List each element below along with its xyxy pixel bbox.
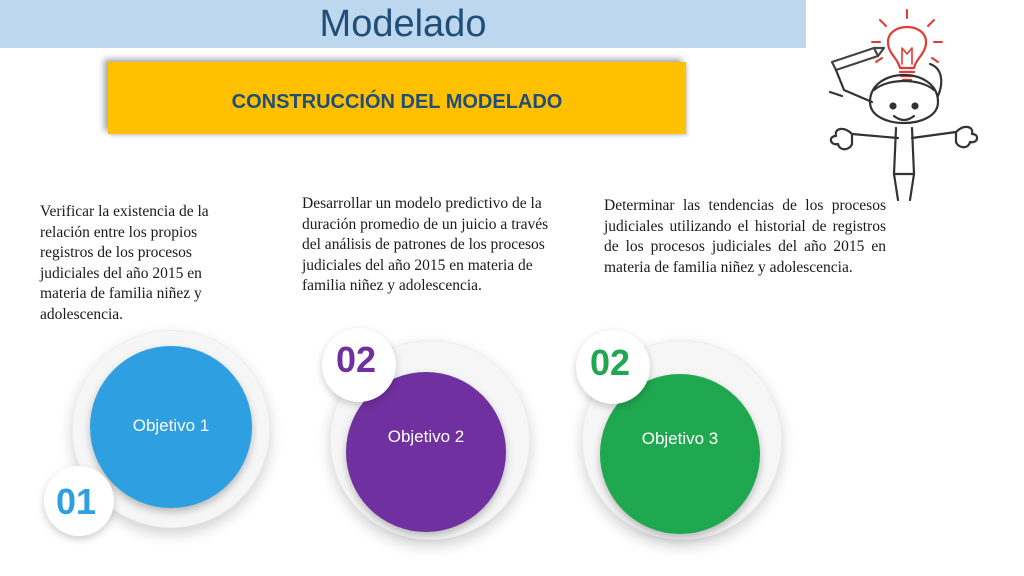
objective-1-number: 01 bbox=[56, 481, 97, 522]
objective-1-label: Objetivo 1 bbox=[132, 416, 210, 435]
objective-2-label: Objetivo 2 bbox=[387, 427, 465, 446]
banner-title: CONSTRUCCIÓN DEL MODELADO bbox=[231, 91, 563, 113]
idea-person-lightbulb-icon bbox=[818, 4, 988, 214]
objective-3-label: Objetivo 3 bbox=[641, 429, 719, 448]
objective-1-circle[interactable] bbox=[90, 346, 252, 508]
objective-1-description: Verificar la existencia de la relación entre los propios registros de los procesos judiciales del año 2015 en materia de familia niñez y adolescencia. bbox=[40, 203, 209, 323]
objective-2-description: Desarrollar un modelo predictivo de la duración promedio de un juicio a través del análisis de patrones de los procesos judiciales del año 2015 en materia de familia niñez y adolescencia. bbox=[302, 195, 549, 294]
objective-2-number: 02 bbox=[336, 339, 377, 380]
section-banner bbox=[108, 62, 686, 134]
objective-3-number: 02 bbox=[590, 342, 631, 383]
page-title: Modelado bbox=[319, 3, 487, 45]
objective-3-description: Determinar las tendencias de los procesos judiciales utilizando el historial de registros de los procesos judiciales del año 2015 en materia de familia niñez y adolescencia. bbox=[604, 197, 886, 276]
